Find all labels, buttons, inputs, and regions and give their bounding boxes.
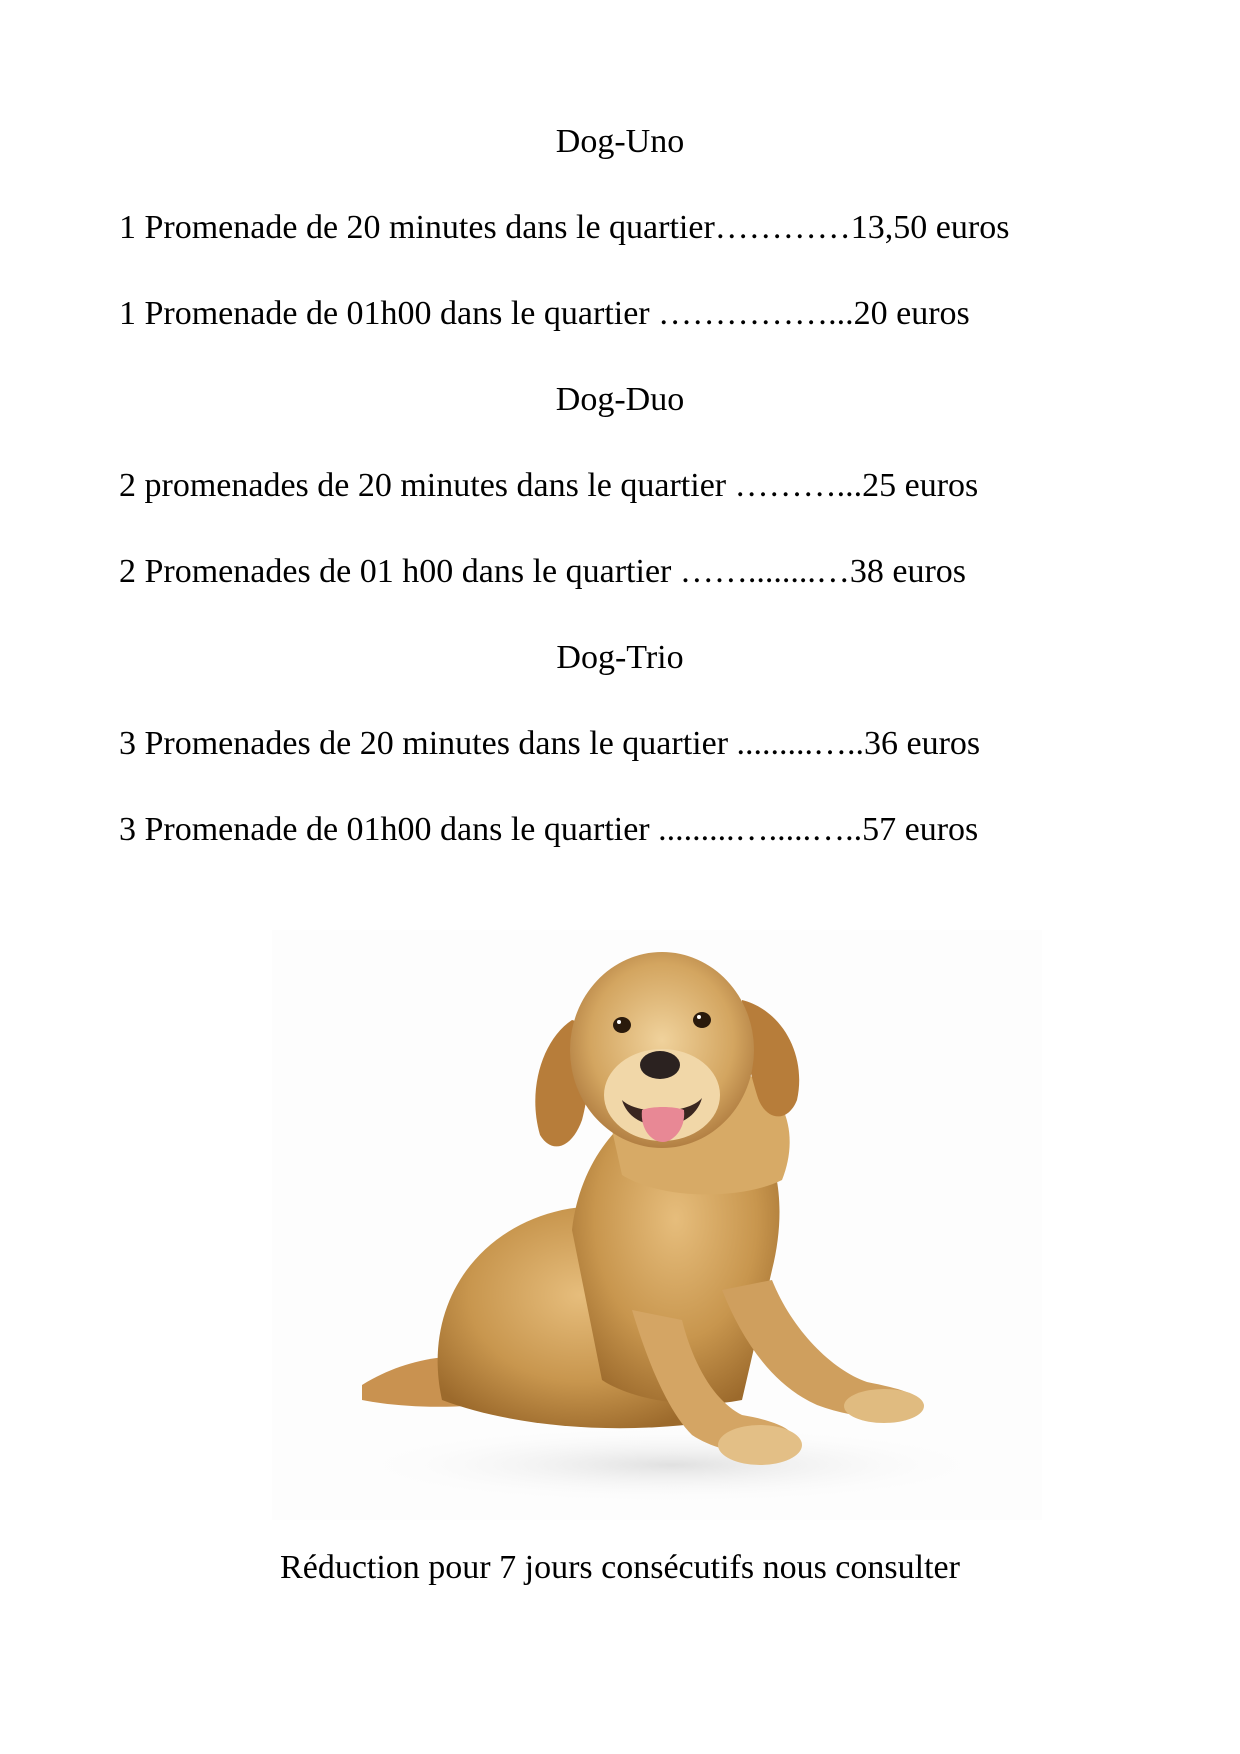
- section-title-dog-duo: Dog-Duo: [555, 381, 685, 418]
- price-line: 1 Promenade de 20 minutes dans le quartier…………13,50 euros: [119, 209, 1010, 246]
- section-title-dog-trio: Dog-Trio: [556, 639, 684, 676]
- price-line: 1 Promenade de 01h00 dans le quartier ……………...20 euros: [119, 295, 970, 332]
- discount-note: Réduction pour 7 jours consécutifs nous consulter: [280, 1549, 960, 1586]
- price-line: 3 Promenades de 20 minutes dans le quartier .........…..36 euros: [119, 725, 981, 762]
- price-line: 2 promenades de 20 minutes dans le quartier ………...25 euros: [119, 467, 979, 504]
- price-line: 2 Promenades de 01 h00 dans le quartier ……........…38 euros: [119, 553, 966, 590]
- golden-retriever-photo: [272, 930, 1042, 1520]
- section-title-dog-uno: Dog-Uno: [555, 123, 685, 160]
- price-line: 3 Promenade de 01h00 dans le quartier .........….....…..57 euros: [119, 811, 979, 848]
